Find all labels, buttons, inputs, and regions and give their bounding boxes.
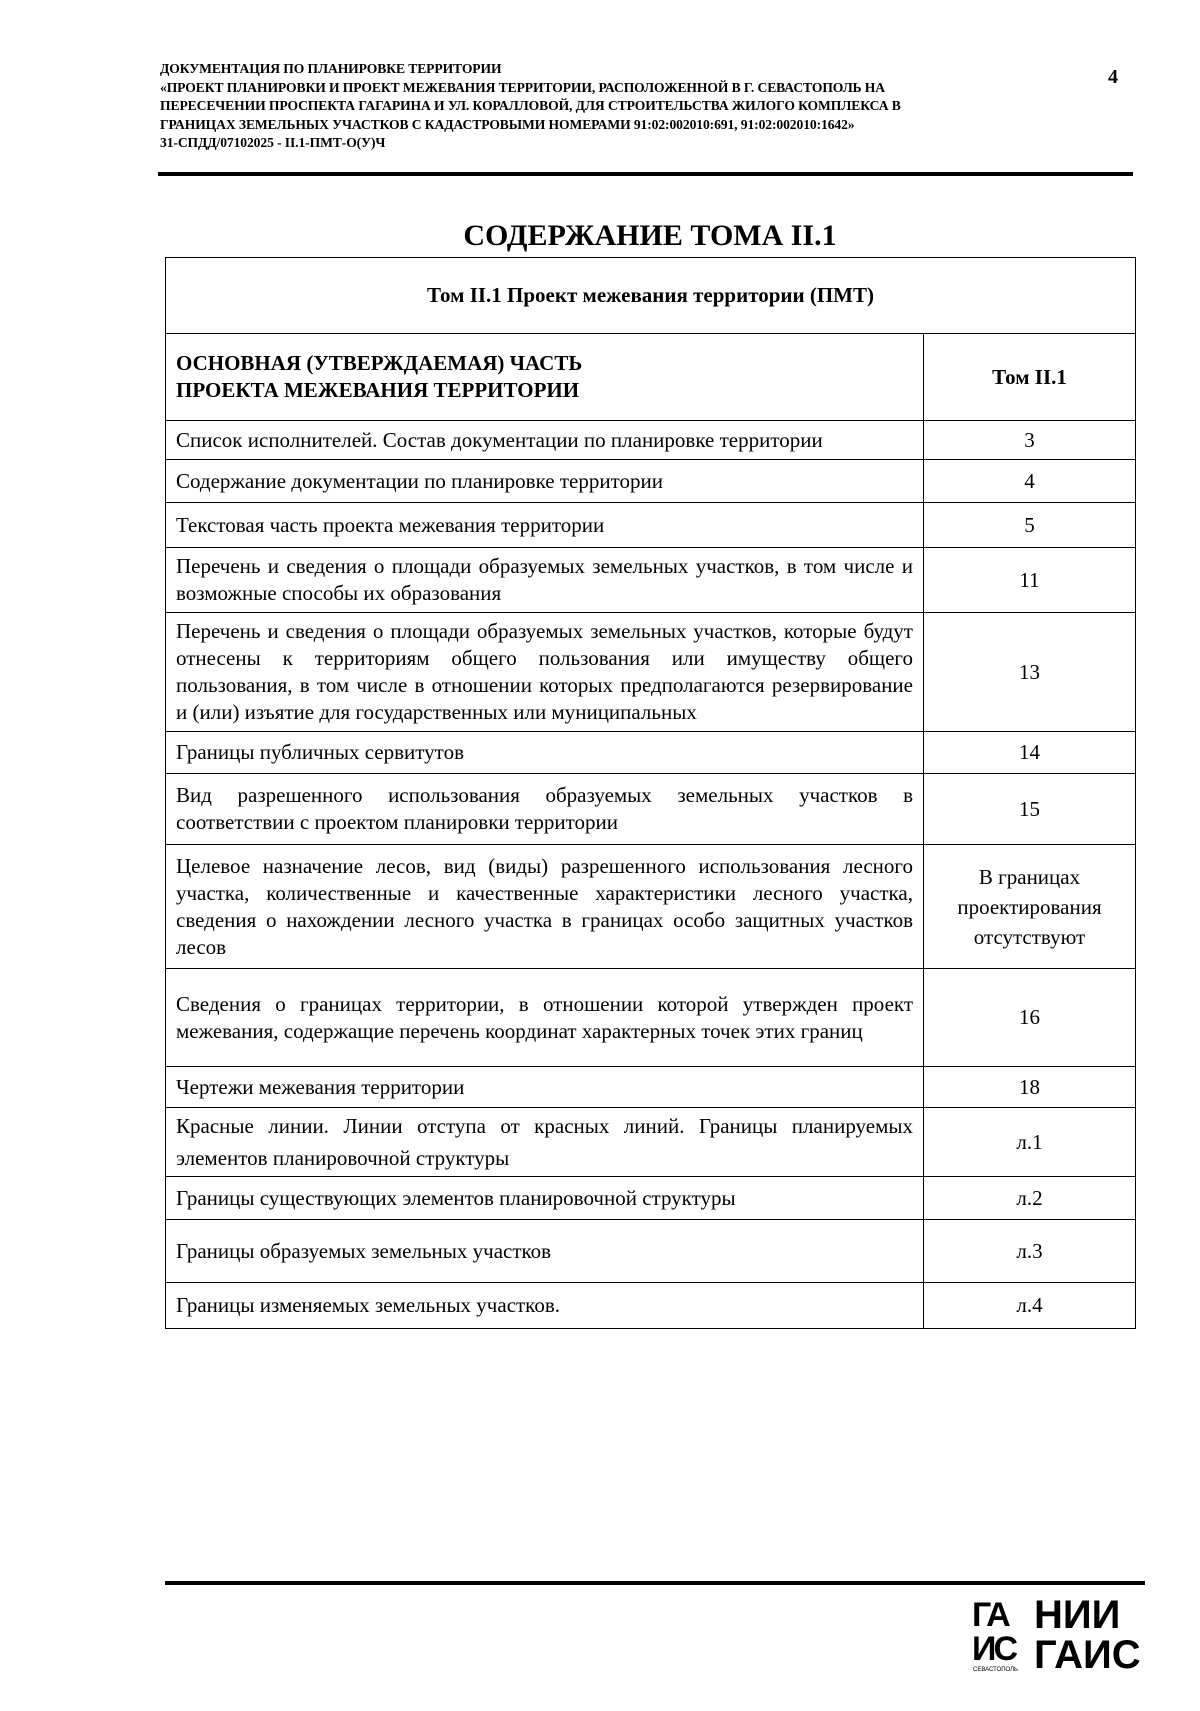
item-text: Чертежи межевания территории (166, 1067, 924, 1108)
table-row (166, 969, 1136, 1067)
item-page: л.3 (924, 1220, 1136, 1283)
item-page: л.2 (924, 1177, 1136, 1220)
logo-name-top: НИИ (1034, 1593, 1121, 1637)
item-page: 3 (924, 421, 1136, 460)
logo-mark-top: ГА (972, 1596, 1008, 1634)
item-text: Текстовая часть проекта межевания территории (166, 503, 924, 548)
item-text: Целевое назначение лесов, вид (виды) разрешенного использования лесного участка, количественные и качественные характеристики лесного участка, сведения о нахождении лесного участка в границах особо защитных участков лесов (166, 845, 924, 969)
header-line: 31-СПДД/07102025 - II.1-ПМТ-О(У)Ч (160, 135, 386, 150)
item-page: 5 (924, 503, 1136, 548)
table-row (166, 845, 1136, 969)
table-row (166, 548, 1136, 613)
item-text: Перечень и сведения о площади образуемых земельных участков, в том числе и возможные способы их образования (166, 548, 924, 613)
table-row (166, 1108, 1136, 1177)
item-page: 18 (924, 1067, 1136, 1108)
table-row (166, 1283, 1136, 1329)
section-volume: Том II.1 (924, 334, 1136, 421)
header-line: ГРАНИЦАХ ЗЕМЕЛЬНЫХ УЧАСТКОВ С КАДАСТРОВЫМИ НОМЕРАМИ 91:02:002010:691, 91:02:002010:1642» (160, 116, 855, 132)
header-line: ПЕРЕСЕЧЕНИИ ПРОСПЕКТА ГАГАРИНА И УЛ. КОРАЛЛОВОЙ, ДЛЯ СТРОИТЕЛЬСТВА ЖИЛОГО КОМПЛЕКСА В (160, 98, 901, 113)
item-text: Границы существующих элементов планировочной структуры (166, 1177, 924, 1220)
document-header (160, 60, 1040, 153)
table-row (166, 460, 1136, 503)
table-row (166, 421, 1136, 460)
item-text: Границы изменяемых земельных участков. (166, 1283, 924, 1329)
item-text: Вид разрешенного использования образуемых земельных участков в соответствии с проектом планировки территории (166, 774, 924, 845)
item-page: л.4 (924, 1283, 1136, 1329)
footer-divider (165, 1581, 1145, 1585)
volume-title: Том II.1 Проект межевания территории (ПМТ) (166, 258, 1136, 334)
volume-row (166, 258, 1136, 334)
item-text: Список исполнителей. Состав документации по планировке территории (166, 421, 924, 460)
page-title: СОДЕРЖАНИЕ ТОМА II.1 (463, 219, 837, 252)
item-page: 4 (924, 460, 1136, 503)
section-row (166, 334, 1136, 421)
header-line: «ПРОЕКТ ПЛАНИРОВКИ И ПРОЕКТ МЕЖЕВАНИЯ ТЕРРИТОРИИ, РАСПОЛОЖЕННОЙ В Г. СЕВАСТОПОЛЬ НА (160, 79, 885, 95)
table-row (166, 613, 1136, 732)
item-page: 11 (924, 548, 1136, 613)
table-row (166, 1220, 1136, 1283)
item-page: 15 (924, 774, 1136, 845)
item-text: Границы образуемых земельных участков (166, 1220, 924, 1283)
logo-caption: СЕВАСТОПОЛЬ (973, 1667, 1018, 1673)
page-number: 4 (1108, 66, 1118, 88)
item-page: 13 (924, 613, 1136, 732)
table-row (166, 1177, 1136, 1220)
item-text: Красные линии. Линии отступа от красных линий. Границы планируемых элементов планировочной структуры (166, 1108, 924, 1177)
table-row (166, 732, 1136, 774)
logo-name-bottom: ГАИС (1034, 1633, 1141, 1674)
table-row (166, 774, 1136, 845)
item-text: Содержание документации по планировке территории (166, 460, 924, 503)
item-page: л.1 (924, 1108, 1136, 1177)
header-line: ДОКУМЕНТАЦИЯ ПО ПЛАНИРОВКЕ ТЕРРИТОРИИ (160, 61, 502, 76)
section-title-line: ПРОЕКТА МЕЖЕВАНИЯ ТЕРРИТОРИИ (176, 378, 580, 402)
section-title (166, 334, 924, 421)
item-text: Сведения о границах территории, в отношении которой утвержден проект межевания, содержащие перечень координат характерных точек этих границ (166, 969, 924, 1067)
header-divider (158, 172, 1133, 176)
item-text: Границы публичных сервитутов (166, 732, 924, 774)
logo-mark-bottom: ИС (972, 1630, 1015, 1668)
item-page: 16 (924, 969, 1136, 1067)
section-title-line: ОСНОВНАЯ (УТВЕРЖДАЕМАЯ) ЧАСТЬ (176, 351, 583, 375)
contents-table (165, 257, 1136, 1329)
table-row (166, 503, 1136, 548)
item-text: Перечень и сведения о площади образуемых земельных участков, которые будут отнесены к территориям общего пользования или имуществу общего пользования, в том числе в отношении которых предполагаются резервирование и (или) изъятие для государственных или муниципальных (166, 613, 924, 732)
item-page: В границах проектирования отсутствуют (924, 845, 1136, 969)
nii-gais-logo (970, 1590, 1150, 1674)
item-page: 14 (924, 732, 1136, 774)
table-row (166, 1067, 1136, 1108)
